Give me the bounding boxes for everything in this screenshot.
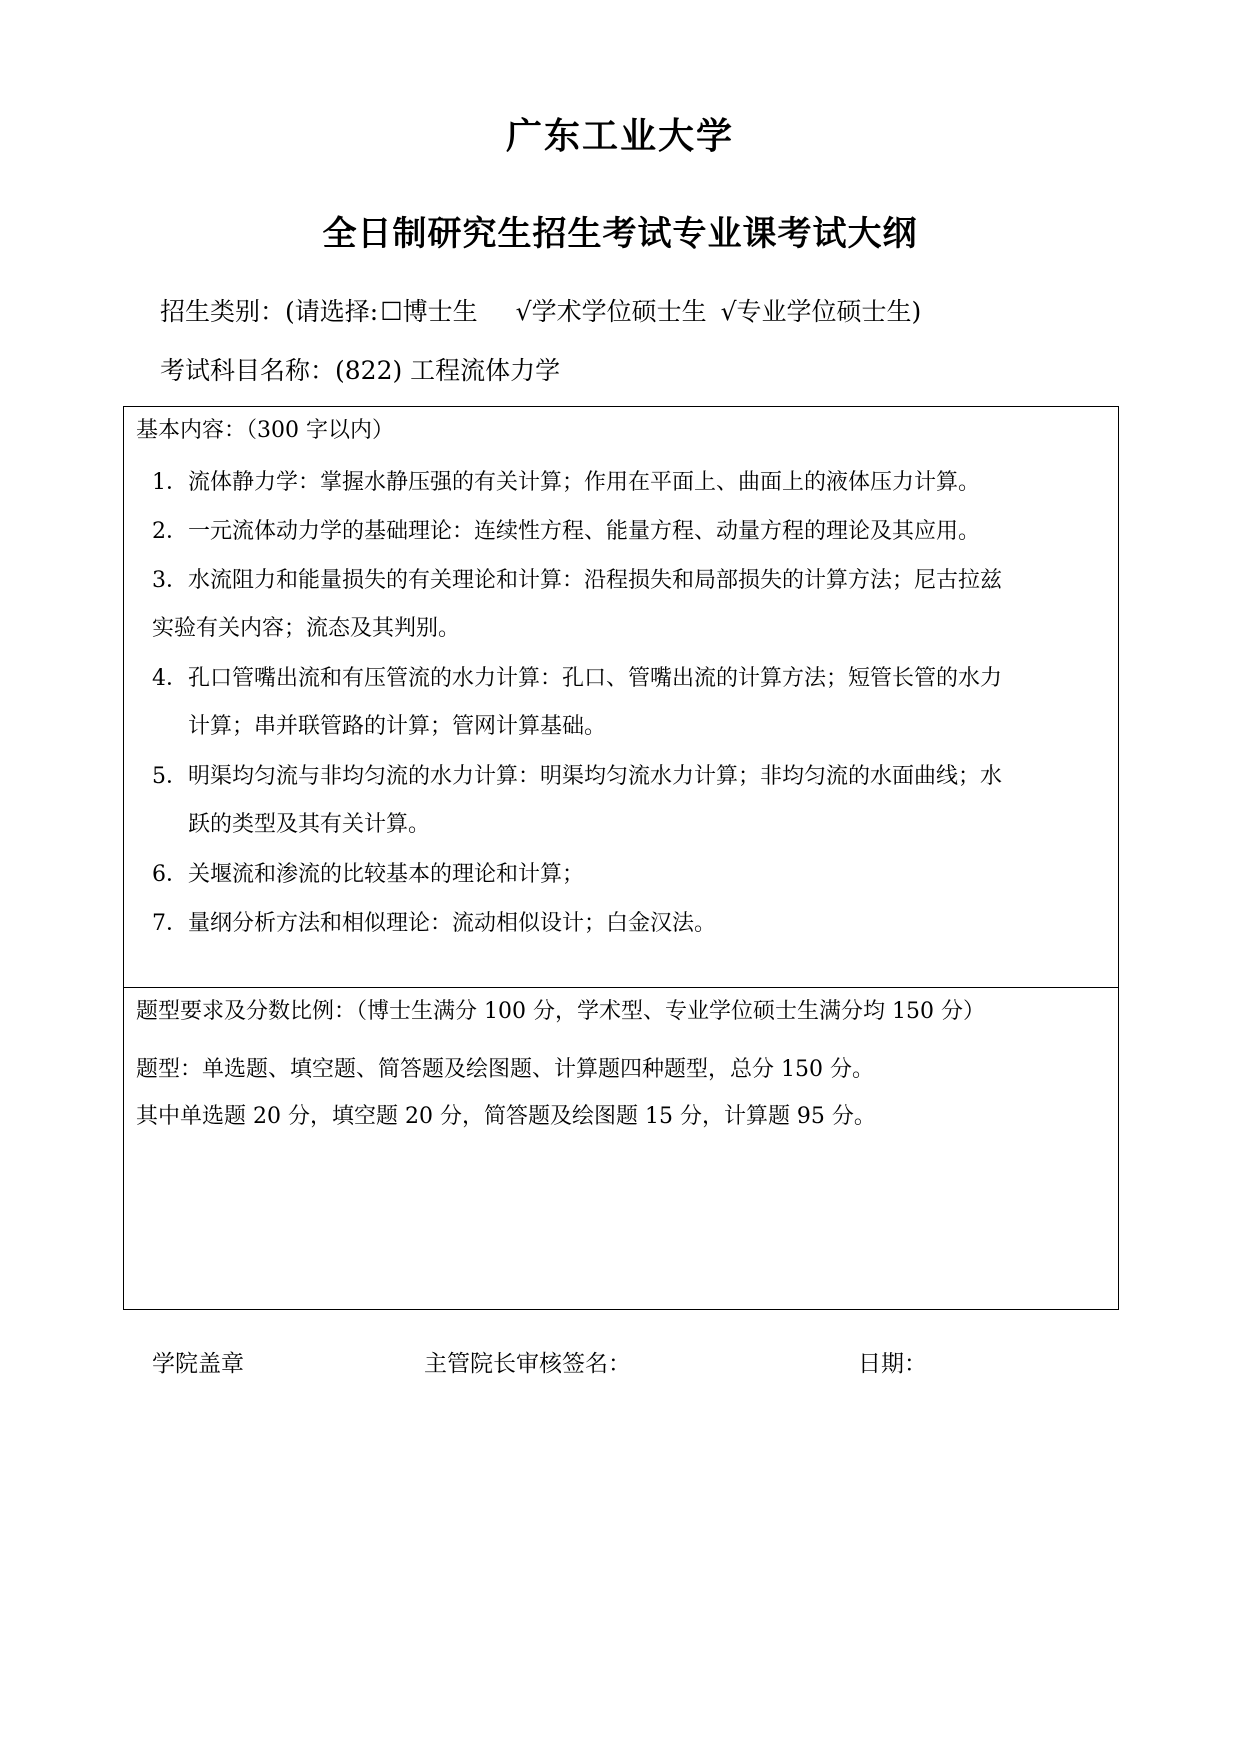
subject-label: 考试科目名称： xyxy=(160,356,336,385)
content-item-1 xyxy=(152,459,1102,507)
professional-check[interactable]: √ xyxy=(720,297,737,326)
scoring-heading: 题型要求及分数比例：（博士生满分 100 分，学术型、专业学位硕士生满分均 150 分） xyxy=(136,999,985,1024)
item-number: 7． xyxy=(152,911,188,936)
content-box xyxy=(123,406,1119,988)
item-text: 明渠均匀流与非均匀流的水力计算：明渠均匀流水力计算；非均匀流的水面曲线；水 xyxy=(188,764,1003,789)
item-number: 3． xyxy=(152,568,188,593)
academic-option: 学术学位硕士生 xyxy=(531,297,707,326)
item-text: 一元流体动力学的基础理论：连续性方程、能量方程、动量方程的理论及其应用。 xyxy=(188,519,981,544)
item-text: 流体静力学：掌握水静压强的有关计算；作用在平面上、曲面上的液体压力计算。 xyxy=(188,470,981,495)
item-continuation: 实验有关内容；流态及其判别。 xyxy=(152,616,461,641)
item-number: 2． xyxy=(152,519,188,544)
item-text: 孔口管嘴出流和有压管流的水力计算：孔口、管嘴出流的计算方法；短管长管的水力 xyxy=(188,666,1003,691)
doctoral-option: 博士生 xyxy=(402,297,478,326)
footer-signature: 主管院长审核签名： xyxy=(424,1351,631,1377)
item-number: 1． xyxy=(152,470,188,495)
item-continuation: 跃的类型及其有关计算。 xyxy=(188,812,431,837)
content-item-6 xyxy=(152,851,1102,899)
item-text: 水流阻力和能量损失的有关理论和计算：沿程损失和局部损失的计算方法；尼古拉兹 xyxy=(188,568,1003,593)
content-item-3 xyxy=(152,557,1102,653)
footer-seal: 学院盖章 xyxy=(152,1351,244,1377)
document-title: 全日制研究生招生考试专业课考试大纲 xyxy=(322,214,918,254)
item-number: 6． xyxy=(152,862,188,887)
university-title: 广东工业大学 xyxy=(505,116,734,157)
scoring-box xyxy=(123,987,1119,1310)
footer-date: 日期： xyxy=(858,1351,927,1377)
item-number: 5． xyxy=(152,764,188,789)
content-item-4 xyxy=(152,655,1102,751)
content-item-2 xyxy=(152,508,1102,556)
subject-line xyxy=(160,351,560,387)
scoring-line-1: 题型：单选题、填空题、简答题及绘图题、计算题四种题型，总分 150 分。 xyxy=(136,1057,874,1082)
item-continuation: 计算；串并联管路的计算；管网计算基础。 xyxy=(188,714,607,739)
content-item-5 xyxy=(152,753,1102,849)
academic-check[interactable]: √ xyxy=(515,297,532,326)
doctoral-checkbox[interactable]: ☐ xyxy=(380,297,403,326)
item-number: 4． xyxy=(152,666,188,691)
category-line xyxy=(160,292,921,328)
subject-value: (822) 工程流体力学 xyxy=(335,356,561,385)
content-heading: 基本内容：（300 字以内） xyxy=(136,418,394,443)
professional-option: 专业学位硕士生) xyxy=(736,297,922,326)
item-text: 关堰流和渗流的比较基本的理论和计算； xyxy=(188,862,585,887)
item-text: 量纲分析方法和相似理论：流动相似设计；白金汉法。 xyxy=(188,911,717,936)
scoring-line-2: 其中单选题 20 分，填空题 20 分，简答题及绘图题 15 分，计算题 95 分。 xyxy=(136,1104,876,1129)
content-item-7 xyxy=(152,900,1102,948)
category-label: 招生类别：(请选择: xyxy=(160,297,379,326)
